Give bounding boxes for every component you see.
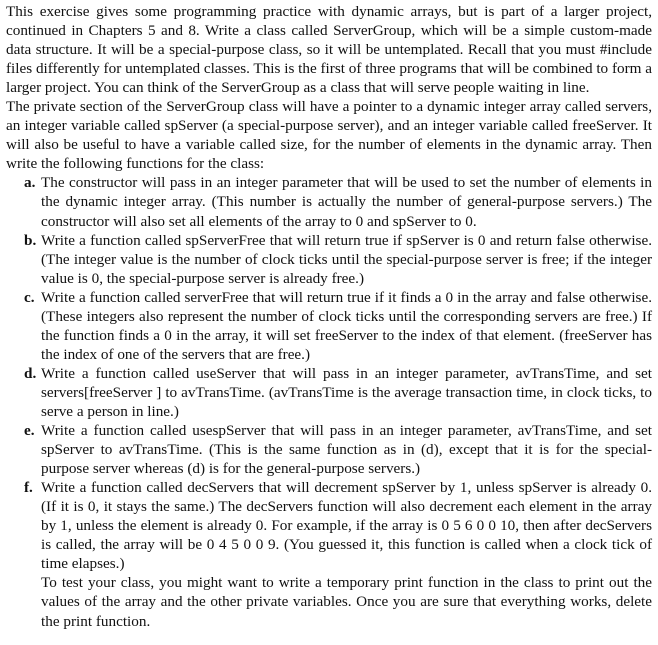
list-item-b: [6, 231, 652, 288]
function-list: [6, 173, 652, 573]
item-marker: b.: [24, 231, 37, 249]
list-item-d: [6, 364, 652, 421]
item-text: Write a function called spServerFree that will return true if spServer is 0 and return false otherwise. (The integer value is the number of clock ticks until the special-purpose server is free; if the integer value is 0, the special-purpose server is already free.): [41, 231, 652, 287]
item-text: Write a function called usespServer that will pass in an integer parameter, avTransTime, and set spServer to avTransTime. (This is the same function as in (d), except that it is for the special-purpose server whereas (d) is for the general-purpose servers.): [41, 422, 652, 478]
list-item-c: [6, 288, 652, 364]
item-marker: a.: [24, 174, 36, 192]
closing-paragraph: To test your class, you might want to write a temporary print function in the class to print out the values of the array and the other private variables. Once you are sure that everything works, delete the print function.: [41, 574, 652, 630]
item-text: Write a function called decServers that will decrement spServer by 1, unless spServer is already 0. (If it is 0, it stays the same.) The decServers function will also decrement each element in the array by 1, unless the element is already 0. For example, if the array is 0 5 6 0 0 10, then after decServers is called, the array will be 0 4 5 0 0 9. (You guessed it, this function is called when a clock tick of time elapses.): [41, 479, 652, 573]
item-marker: f.: [24, 479, 33, 497]
private-section-paragraph: The private section of the ServerGroup class will have a pointer to a dynamic integer array called servers, an integer variable called spServer (a special-purpose server), and an integer variable called freeServer. It will also be useful to have a variable called size, for the number of elements in the dynamic array. Then write the following functions for the class:: [6, 98, 652, 173]
item-marker: d.: [24, 364, 37, 382]
item-text: Write a function called useServer that will pass in an integer parameter, avTransTime, and set servers[freeServer ] to avTransTime. (avTransTime is the average transaction time, in clock ticks, to serve a person in line.): [41, 364, 652, 420]
list-item-e: [6, 421, 652, 478]
item-text: The constructor will pass in an integer parameter that will be used to set the number of elements in the dynamic integer array. (This number is actually the number of general-purpose servers.) The constructor will also set all elements of the array to 0 and spServer to 0.: [41, 174, 652, 230]
list-item-a: [6, 173, 652, 230]
list-item-f: [6, 478, 652, 573]
item-marker: e.: [24, 422, 35, 440]
intro-paragraph: This exercise gives some programming practice with dynamic arrays, but is part of a larger project, continued in Chapters 5 and 8. Write a class called ServerGroup, which will be a simple custom-made data structure. It will be a special-purpose class, so it will be untemplated. Recall that you must #include files differently for untemplated classes. This is the first of three programs that will be combined to form a larger project. You can think of the ServerGroup as a class that will serve people waiting in line.: [6, 3, 653, 97]
item-marker: c.: [24, 288, 35, 306]
item-text: Write a function called serverFree that will return true if it finds a 0 in the array and false otherwise. (These integers also represent the number of clock ticks until the corresponding servers are free.) If the function finds a 0 in the array, it will set freeServer to the index of that element. (freeServer has the index of one of the servers that are free.): [41, 288, 652, 363]
